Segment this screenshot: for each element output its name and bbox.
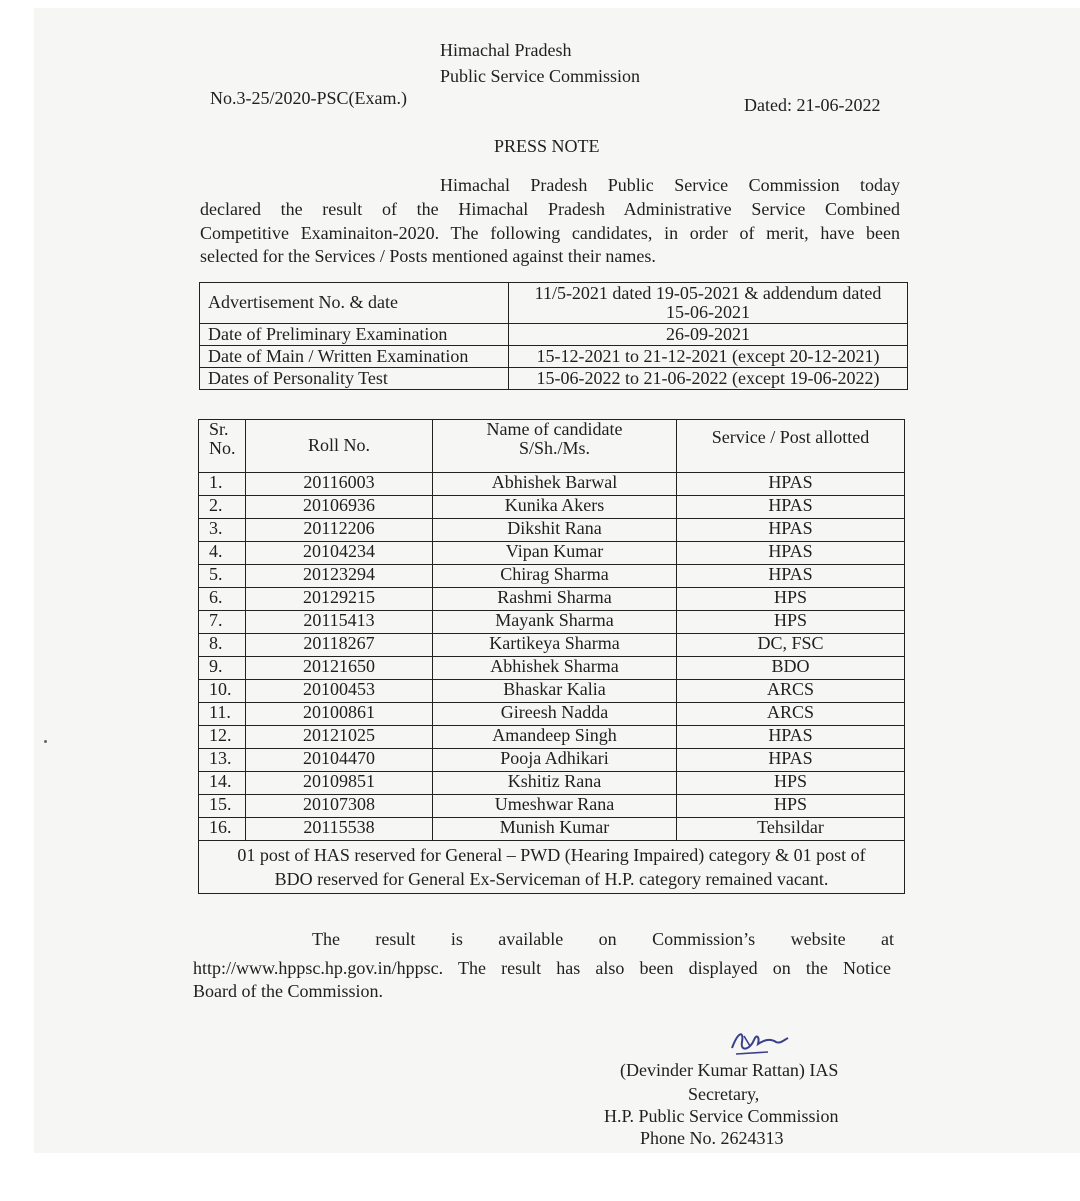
- table-row: [199, 680, 905, 703]
- info-row: [200, 346, 908, 368]
- table-row: [199, 772, 905, 795]
- info-row: [200, 368, 908, 390]
- cell-name: Abhishek Barwal: [433, 473, 677, 496]
- info-value: 26-09-2021: [509, 324, 908, 346]
- table-row: [199, 565, 905, 588]
- cell-roll: 20104234: [246, 542, 433, 565]
- cell-roll: 20104470: [246, 749, 433, 772]
- table-row: [199, 634, 905, 657]
- info-value: 11/5-2021 dated 19-05-2021 & addendum dated 15-06-2021: [509, 283, 908, 324]
- info-value: 15-12-2021 to 21-12-2021 (except 20-12-2021): [509, 346, 908, 368]
- closing-line-2: http://www.hppsc.hp.gov.in/hppsc. The result has also been displayed on the Notice: [193, 958, 891, 978]
- signatory-name: (Devinder Kumar Rattan) IAS: [620, 1060, 839, 1080]
- info-label: Dates of Personality Test: [200, 368, 509, 390]
- cell-roll: 20116003: [246, 473, 433, 496]
- header-service: Service / Post allotted: [677, 420, 905, 473]
- cell-sr: 6.: [199, 588, 246, 611]
- closing-line-3: Board of the Commission.: [193, 981, 383, 1001]
- intro-line-1: Himachal Pradesh Public Service Commission today: [440, 175, 900, 195]
- cell-roll: 20121025: [246, 726, 433, 749]
- header-sr: Sr. No.: [199, 420, 246, 473]
- info-row: [200, 324, 908, 346]
- intro-line-2: declared the result of the Himachal Pradesh Administrative Service Combined: [200, 199, 900, 219]
- cell-sr: 11.: [199, 703, 246, 726]
- cell-service: HPAS: [677, 542, 905, 565]
- table-row: [199, 726, 905, 749]
- cell-sr: 9.: [199, 657, 246, 680]
- cell-name: Kunika Akers: [433, 496, 677, 519]
- cell-roll: 20112206: [246, 519, 433, 542]
- scan-speck: [44, 740, 47, 743]
- cell-name: Kshitiz Rana: [433, 772, 677, 795]
- cell-service: HPS: [677, 611, 905, 634]
- cell-sr: 10.: [199, 680, 246, 703]
- cell-name: Vipan Kumar: [433, 542, 677, 565]
- cell-sr: 7.: [199, 611, 246, 634]
- cell-sr: 12.: [199, 726, 246, 749]
- info-label: Date of Preliminary Examination: [200, 324, 509, 346]
- cell-service: DC, FSC: [677, 634, 905, 657]
- cell-roll: 20109851: [246, 772, 433, 795]
- document-date: Dated: 21-06-2022: [744, 95, 881, 115]
- cell-roll: 20106936: [246, 496, 433, 519]
- cell-roll: 20100453: [246, 680, 433, 703]
- org-line-1: Himachal Pradesh: [440, 40, 572, 60]
- cell-name: Bhaskar Kalia: [433, 680, 677, 703]
- info-row: [200, 283, 908, 324]
- cell-service: HPS: [677, 795, 905, 818]
- cell-sr: 5.: [199, 565, 246, 588]
- cell-name: Dikshit Rana: [433, 519, 677, 542]
- cell-sr: 1.: [199, 473, 246, 496]
- table-row: [199, 749, 905, 772]
- cell-roll: 20129215: [246, 588, 433, 611]
- cell-roll: 20100861: [246, 703, 433, 726]
- signatory-designation: Secretary,: [688, 1084, 760, 1104]
- cell-service: ARCS: [677, 680, 905, 703]
- info-label: Date of Main / Written Examination: [200, 346, 509, 368]
- cell-service: ARCS: [677, 703, 905, 726]
- cell-service: HPAS: [677, 519, 905, 542]
- cell-roll: 20107308: [246, 795, 433, 818]
- table-row: [199, 519, 905, 542]
- cell-name: Gireesh Nadda: [433, 703, 677, 726]
- cell-name: Umeshwar Rana: [433, 795, 677, 818]
- cell-name: Abhishek Sharma: [433, 657, 677, 680]
- cell-roll: 20118267: [246, 634, 433, 657]
- cell-roll: 20121650: [246, 657, 433, 680]
- signatory-phone: Phone No. 2624313: [640, 1128, 784, 1148]
- cell-name: Pooja Adhikari: [433, 749, 677, 772]
- table-row: [199, 657, 905, 680]
- cell-service: HPAS: [677, 749, 905, 772]
- header-name: Name of candidate S/Sh./Ms.: [433, 420, 677, 473]
- signatory-office: H.P. Public Service Commission: [604, 1106, 839, 1126]
- table-row: [199, 496, 905, 519]
- intro-line-3: Competitive Examinaiton-2020. The following candidates, in order of merit, have been: [200, 223, 900, 243]
- cell-service: HPAS: [677, 473, 905, 496]
- info-value: 15-06-2022 to 21-06-2022 (except 19-06-2022): [509, 368, 908, 390]
- closing-line-1: The result is available on Commission’s website at: [312, 929, 894, 949]
- cell-sr: 15.: [199, 795, 246, 818]
- cell-roll: 20115413: [246, 611, 433, 634]
- cell-sr: 4.: [199, 542, 246, 565]
- table-row: [199, 703, 905, 726]
- info-label: Advertisement No. & date: [200, 283, 509, 324]
- cell-name: Kartikeya Sharma: [433, 634, 677, 657]
- cell-service: HPAS: [677, 496, 905, 519]
- table-row: [199, 473, 905, 496]
- cell-service: Tehsildar: [677, 818, 905, 841]
- table-row: [199, 542, 905, 565]
- cell-name: Rashmi Sharma: [433, 588, 677, 611]
- cell-name: Chirag Sharma: [433, 565, 677, 588]
- vacancy-note: 01 post of HAS reserved for General – PWD (Hearing Impaired) category & 01 post of BDO reserved for General Ex-Serviceman of H.P. category remained vacant.: [199, 841, 905, 894]
- header-roll: Roll No.: [246, 420, 433, 473]
- results-table: [198, 419, 905, 894]
- cell-service: HPAS: [677, 726, 905, 749]
- cell-sr: 2.: [199, 496, 246, 519]
- cell-name: Munish Kumar: [433, 818, 677, 841]
- cell-service: HPS: [677, 588, 905, 611]
- cell-sr: 8.: [199, 634, 246, 657]
- cell-name: Mayank Sharma: [433, 611, 677, 634]
- table-row: [199, 818, 905, 841]
- table-row: [199, 611, 905, 634]
- cell-sr: 3.: [199, 519, 246, 542]
- cell-sr: 14.: [199, 772, 246, 795]
- cell-service: BDO: [677, 657, 905, 680]
- results-header-row: [199, 420, 905, 473]
- cell-sr: 13.: [199, 749, 246, 772]
- reference-number: No.3-25/2020-PSC(Exam.): [210, 88, 407, 108]
- org-line-2: Public Service Commission: [440, 66, 640, 86]
- document-title: PRESS NOTE: [494, 136, 600, 156]
- intro-line-4: selected for the Services / Posts mentioned against their names.: [200, 246, 656, 266]
- cell-roll: 20123294: [246, 565, 433, 588]
- cell-name: Amandeep Singh: [433, 726, 677, 749]
- signature-icon: [724, 1026, 794, 1060]
- exam-info-table: [199, 282, 908, 390]
- table-row: [199, 795, 905, 818]
- cell-service: HPS: [677, 772, 905, 795]
- cell-roll: 20115538: [246, 818, 433, 841]
- table-row: [199, 588, 905, 611]
- cell-service: HPAS: [677, 565, 905, 588]
- results-footnote-row: [199, 841, 905, 894]
- cell-sr: 16.: [199, 818, 246, 841]
